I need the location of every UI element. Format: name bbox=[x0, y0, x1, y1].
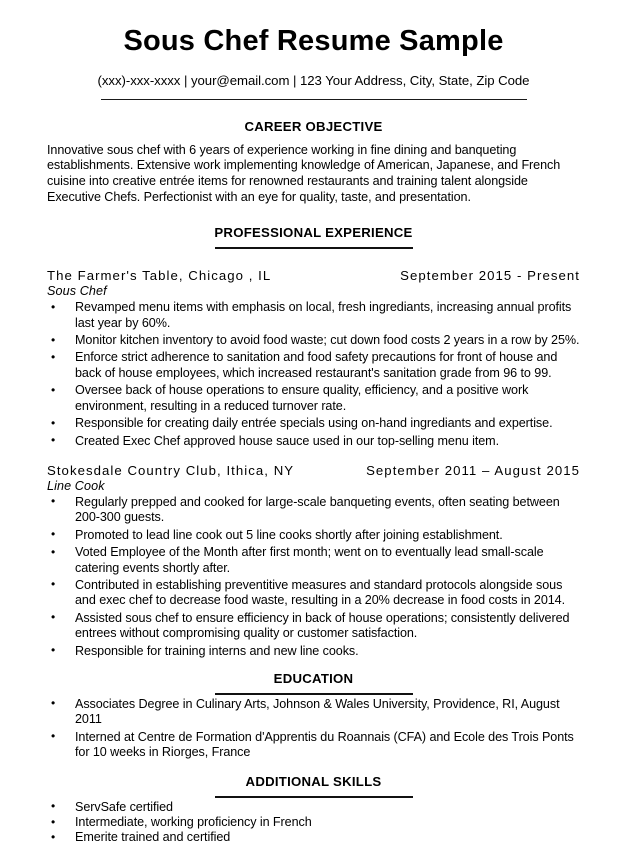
list-item: • Revamped menu items with emphasis on local, fresh ingrediants, increasing annual profits last year by 60%. bbox=[47, 300, 580, 331]
list-item: • Contributed in establishing preventitive measures and standard protocols alongside sous and exec chef to decrease food waste, resulting in a 20% decrease in food costs in 2014. bbox=[47, 578, 580, 609]
skills-list bbox=[47, 800, 580, 846]
job-bullet-list bbox=[47, 495, 580, 659]
job-entry bbox=[47, 268, 580, 449]
job-date-range: September 2011 – August 2015 bbox=[366, 462, 580, 478]
section-career-objective bbox=[47, 119, 580, 205]
list-item: • Associates Degree in Culinary Arts, Johnson & Wales University, Providence, RI, August 2011 bbox=[47, 697, 580, 728]
list-item: • Responsible for training interns and new line cooks. bbox=[47, 644, 580, 659]
list-item: • Promoted to lead line cook out 5 line cooks shortly after joining establishment. bbox=[47, 528, 580, 543]
header-divider bbox=[101, 99, 527, 100]
job-header-row bbox=[47, 463, 580, 478]
section-divider-professional-experience bbox=[215, 247, 413, 249]
job-date-range: September 2015 - Present bbox=[400, 268, 580, 284]
list-item: • Enforce strict adherence to sanitation and food safety precautions for front of house and back of house employees, which increased restaurant's sanitation grade from 96 to 99. bbox=[47, 350, 580, 381]
section-heading-professional-experience: PROFESSIONAL EXPERIENCE bbox=[214, 225, 413, 241]
list-item: • Created Exec Chef approved house sauce used in our top-selling menu item. bbox=[47, 434, 580, 449]
section-heading-additional-skills: ADDITIONAL SKILLS bbox=[245, 773, 382, 789]
list-item: • ServSafe certified bbox=[47, 800, 580, 815]
page-title: Sous Chef Resume Sample bbox=[123, 25, 504, 57]
list-item: • Emerite trained and certified bbox=[47, 830, 580, 845]
list-item: • Regularly prepped and cooked for large-scale banqueting events, often seating between 200-300 guests. bbox=[47, 495, 580, 526]
job-title: Line Cook bbox=[47, 478, 105, 493]
job-company-location: The Farmer's Table, Chicago , IL bbox=[47, 268, 272, 284]
job-entry bbox=[47, 463, 580, 659]
job-company-location: Stokesdale Country Club, Ithica, NY bbox=[47, 462, 295, 478]
education-list bbox=[47, 697, 580, 761]
contact-info-line: (xxx)-xxx-xxxx | your@email.com | 123 Your Address, City, State, Zip Code bbox=[97, 72, 530, 88]
list-item: • Responsible for creating daily entrée specials using on-hand ingrediants and expertise. bbox=[47, 416, 580, 431]
job-bullet-list bbox=[47, 300, 580, 449]
section-professional-experience bbox=[47, 225, 580, 659]
career-objective-paragraph: Innovative sous chef with 6 years of experience working in fine dining and banqueting establishments. Extensive work implementing knowledge of American, Japanese, and French cuisine into creative entrée items for renowned restaurants and training talent alongside Executive Chefs. Perfectionist with an eye for quality, taste, and presentation. bbox=[47, 142, 561, 204]
job-header-row bbox=[47, 268, 580, 283]
list-item: • Interned at Centre de Formation d'Apprentis du Roannais (CFA) and Ecole des Trois Ponts for 10 weeks in Riorges, France bbox=[47, 730, 580, 761]
list-item: • Monitor kitchen inventory to avoid food waste; cut down food costs 2 years in a row by 25%. bbox=[47, 333, 580, 348]
list-item: • Assisted sous chef to ensure efficiency in back of house operations; consistently delivered entrees without compromising quality or customer satisfaction. bbox=[47, 611, 580, 642]
job-title: Sous Chef bbox=[47, 284, 107, 299]
section-heading-career-objective: CAREER OBJECTIVE bbox=[244, 118, 383, 134]
section-divider-education bbox=[215, 693, 413, 695]
section-education bbox=[47, 671, 580, 761]
section-divider-additional-skills bbox=[215, 796, 413, 798]
section-heading-education: EDUCATION bbox=[273, 670, 354, 686]
list-item: • Voted Employee of the Month after first month; went on to eventually lead small-scale catering events shortly after. bbox=[47, 545, 580, 576]
list-item: • Oversee back of house operations to ensure quality, efficiency, and a positive work environment, resulting in a reduced turnover rate. bbox=[47, 383, 580, 414]
list-item: • Intermediate, working proficiency in French bbox=[47, 815, 580, 830]
